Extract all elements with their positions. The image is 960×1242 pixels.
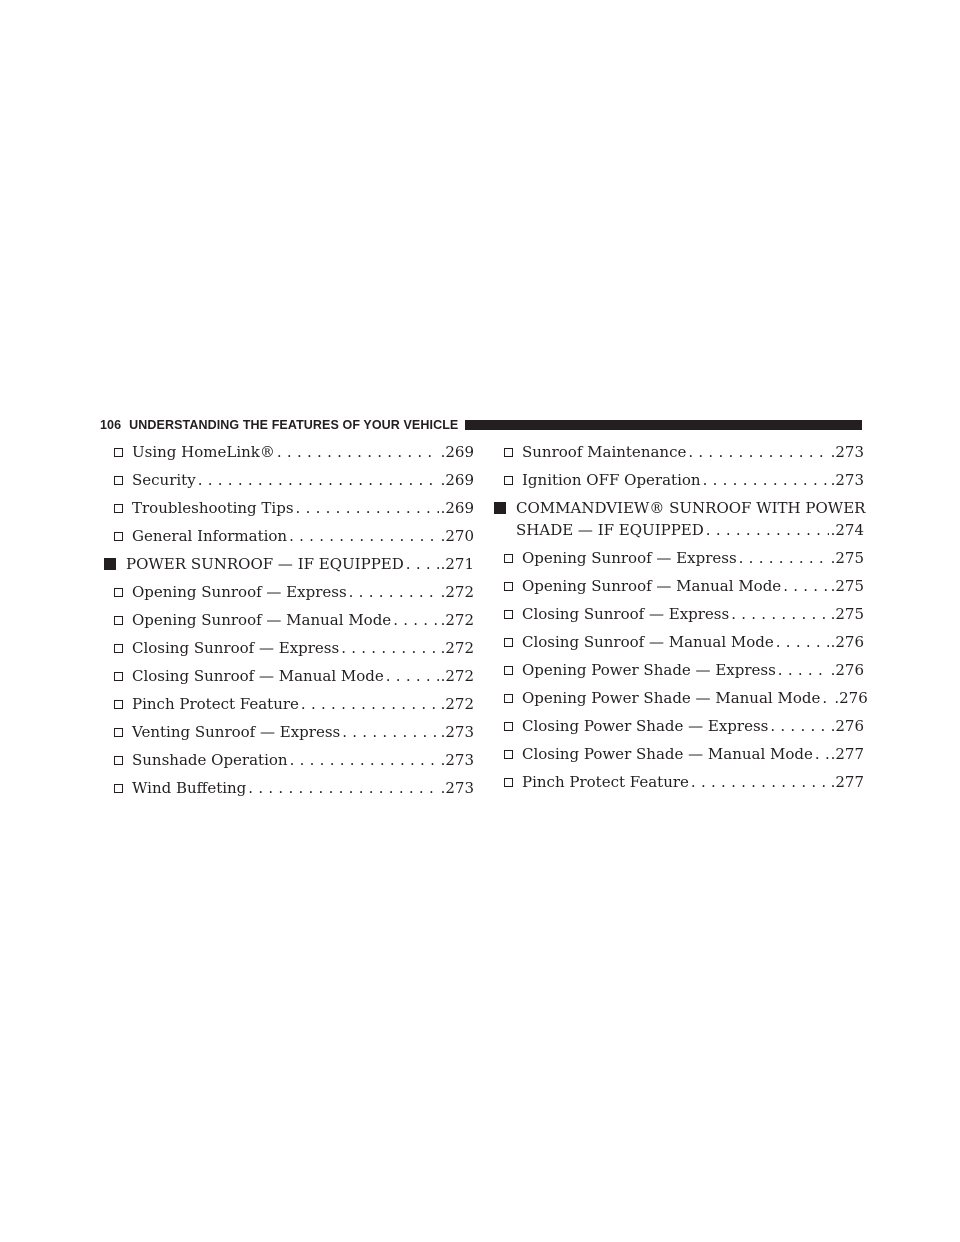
toc-entry-label: Opening Sunroof — Manual Mode xyxy=(522,577,782,595)
toc-entry-label: Closing Sunroof — Express xyxy=(132,639,340,657)
toc-entry-label: Pinch Protect Feature xyxy=(522,773,689,791)
page-number: 106 xyxy=(100,418,122,432)
toc-entry[interactable] xyxy=(104,578,474,606)
toc-entry[interactable] xyxy=(104,690,474,718)
dot-leader xyxy=(277,438,439,466)
dot-leader xyxy=(703,466,829,494)
toc-entry[interactable] xyxy=(104,662,474,690)
toc-entry-label: Troubleshooting Tips xyxy=(132,499,294,517)
dot-leader xyxy=(248,774,438,802)
toc-section-entry[interactable] xyxy=(104,550,474,578)
toc-entry-page: .276 xyxy=(830,633,864,651)
dot-leader xyxy=(349,578,439,606)
dot-leader xyxy=(731,600,828,628)
dot-leader xyxy=(691,768,829,796)
toc-entry[interactable] xyxy=(104,438,474,466)
toc-entry-label: Opening Sunroof — Express xyxy=(132,583,347,601)
hollow-square-bullet-icon xyxy=(504,750,513,759)
dot-leader xyxy=(296,494,439,522)
toc-entry-label: Sunroof Maintenance xyxy=(522,443,687,461)
dot-leader xyxy=(815,740,829,768)
toc-entry[interactable] xyxy=(104,634,474,662)
hollow-square-bullet-icon xyxy=(114,616,123,625)
hollow-square-bullet-icon xyxy=(504,722,513,731)
toc-right-column xyxy=(494,438,868,796)
hollow-square-bullet-icon xyxy=(114,448,123,457)
dot-leader xyxy=(739,544,829,572)
toc-entry[interactable] xyxy=(494,466,864,494)
dot-leader xyxy=(301,690,439,718)
section-title: UNDERSTANDING THE FEATURES OF YOUR VEHICLE xyxy=(129,418,459,432)
toc-entry[interactable] xyxy=(104,466,474,494)
toc-entry[interactable] xyxy=(494,712,864,740)
hollow-square-bullet-icon xyxy=(114,756,123,765)
dot-leader xyxy=(783,572,828,600)
toc-entry[interactable] xyxy=(104,746,474,774)
toc-entry[interactable] xyxy=(104,774,474,802)
hollow-square-bullet-icon xyxy=(504,476,513,485)
dot-leader xyxy=(688,438,828,466)
toc-entry-label: Closing Sunroof — Manual Mode xyxy=(132,667,384,685)
toc-entry-page: .276 xyxy=(830,661,864,679)
toc-entry-page: .273 xyxy=(440,751,474,769)
toc-entry-page: .277 xyxy=(830,745,864,763)
toc-entry-page: .275 xyxy=(830,605,864,623)
hollow-square-bullet-icon xyxy=(114,588,123,597)
toc-entry-page: .272 xyxy=(440,583,474,601)
toc-entry-label: Ignition OFF Operation xyxy=(522,471,701,489)
toc-entry-label: Opening Sunroof — Express xyxy=(522,549,737,567)
toc-entry[interactable] xyxy=(494,628,864,656)
toc-entry[interactable] xyxy=(104,522,474,550)
dot-leader xyxy=(290,746,439,774)
header-rule xyxy=(465,420,862,430)
hollow-square-bullet-icon xyxy=(504,448,513,457)
toc-entry-page: .273 xyxy=(830,443,864,461)
toc-entry-label: Closing Power Shade — Manual Mode xyxy=(522,745,813,763)
toc-entry-label: Closing Sunroof — Manual Mode xyxy=(522,633,774,651)
toc-entry-label: Security xyxy=(132,471,196,489)
dot-leader xyxy=(776,628,829,656)
toc-entry[interactable] xyxy=(104,494,474,522)
toc-entry-label: Opening Power Shade — Manual Mode xyxy=(522,689,821,707)
toc-entry-page: .277 xyxy=(830,773,864,791)
toc-entry-label: General Information xyxy=(132,527,288,545)
hollow-square-bullet-icon xyxy=(504,638,513,647)
toc-left-column xyxy=(104,438,474,802)
toc-entry-page: .269 xyxy=(440,471,474,489)
toc-entry[interactable] xyxy=(494,438,864,466)
filled-square-bullet-icon xyxy=(104,558,116,570)
dot-leader xyxy=(406,550,439,578)
toc-entry-label: Venting Sunroof — Express xyxy=(132,723,341,741)
toc-entry-page: .272 xyxy=(440,667,474,685)
toc-entry-label: Using HomeLink® xyxy=(132,443,275,461)
dot-leader xyxy=(289,522,438,550)
toc-entry-page: .273 xyxy=(440,723,474,741)
toc-entry[interactable] xyxy=(494,544,864,572)
hollow-square-bullet-icon xyxy=(114,532,123,541)
toc-entry-label: Closing Power Shade — Express xyxy=(522,717,769,735)
hollow-square-bullet-icon xyxy=(114,784,123,793)
dot-leader xyxy=(393,606,438,634)
toc-section-entry[interactable] xyxy=(494,494,864,544)
hollow-square-bullet-icon xyxy=(504,666,513,675)
toc-entry-page: .269 xyxy=(440,499,474,517)
toc-section-label: POWER SUNROOF — IF EQUIPPED xyxy=(126,555,404,573)
hollow-square-bullet-icon xyxy=(504,694,513,703)
toc-entry[interactable] xyxy=(104,606,474,634)
dot-leader xyxy=(386,662,439,690)
hollow-square-bullet-icon xyxy=(504,610,513,619)
dot-leader xyxy=(342,718,438,746)
toc-entry-page: .273 xyxy=(440,779,474,797)
hollow-square-bullet-icon xyxy=(114,504,123,513)
toc-entry-page: .273 xyxy=(830,471,864,489)
page-header xyxy=(100,417,862,433)
hollow-square-bullet-icon xyxy=(114,700,123,709)
hollow-square-bullet-icon xyxy=(114,476,123,485)
hollow-square-bullet-icon xyxy=(114,672,123,681)
toc-entry[interactable] xyxy=(494,684,868,712)
toc-entry-page: .270 xyxy=(440,527,474,545)
hollow-square-bullet-icon xyxy=(504,554,513,563)
toc-entry-page: .275 xyxy=(830,549,864,567)
dot-leader xyxy=(706,519,829,541)
toc-entry-page: .272 xyxy=(440,639,474,657)
dot-leader xyxy=(341,634,438,662)
hollow-square-bullet-icon xyxy=(504,582,513,591)
toc-entry-page: .276 xyxy=(834,689,868,707)
toc-entry-label: Opening Sunroof — Manual Mode xyxy=(132,611,392,629)
dot-leader xyxy=(770,712,828,740)
toc-entry-label: Sunshade Operation xyxy=(132,751,288,769)
toc-entry[interactable] xyxy=(494,768,864,796)
dot-leader xyxy=(822,684,832,712)
hollow-square-bullet-icon xyxy=(114,644,123,653)
toc-section-label-line2: SHADE — IF EQUIPPED xyxy=(516,521,704,539)
toc-entry[interactable] xyxy=(104,718,474,746)
dot-leader xyxy=(778,656,829,684)
hollow-square-bullet-icon xyxy=(114,728,123,737)
toc-entry[interactable] xyxy=(494,740,864,768)
toc-section-label-line1: COMMANDVIEW® SUNROOF WITH POWER xyxy=(516,499,866,517)
toc-entry-page: .275 xyxy=(830,577,864,595)
toc-entry-label: Opening Power Shade — Express xyxy=(522,661,776,679)
toc-entry-label: Pinch Protect Feature xyxy=(132,695,299,713)
toc-entry-label: Wind Buffeting xyxy=(132,779,247,797)
toc-entry[interactable] xyxy=(494,656,864,684)
toc-entry-page: .272 xyxy=(440,695,474,713)
toc-entry-page: .272 xyxy=(440,611,474,629)
hollow-square-bullet-icon xyxy=(504,778,513,787)
toc-entry-page: .276 xyxy=(830,717,864,735)
toc-entry[interactable] xyxy=(494,572,864,600)
filled-square-bullet-icon xyxy=(494,502,506,514)
toc-entry-page: .269 xyxy=(440,443,474,461)
toc-entry-page: .274 xyxy=(830,521,864,539)
toc-entry[interactable] xyxy=(494,600,864,628)
toc-entry-label: Closing Sunroof — Express xyxy=(522,605,730,623)
toc-entry-page: .271 xyxy=(440,555,474,573)
dot-leader xyxy=(198,466,439,494)
